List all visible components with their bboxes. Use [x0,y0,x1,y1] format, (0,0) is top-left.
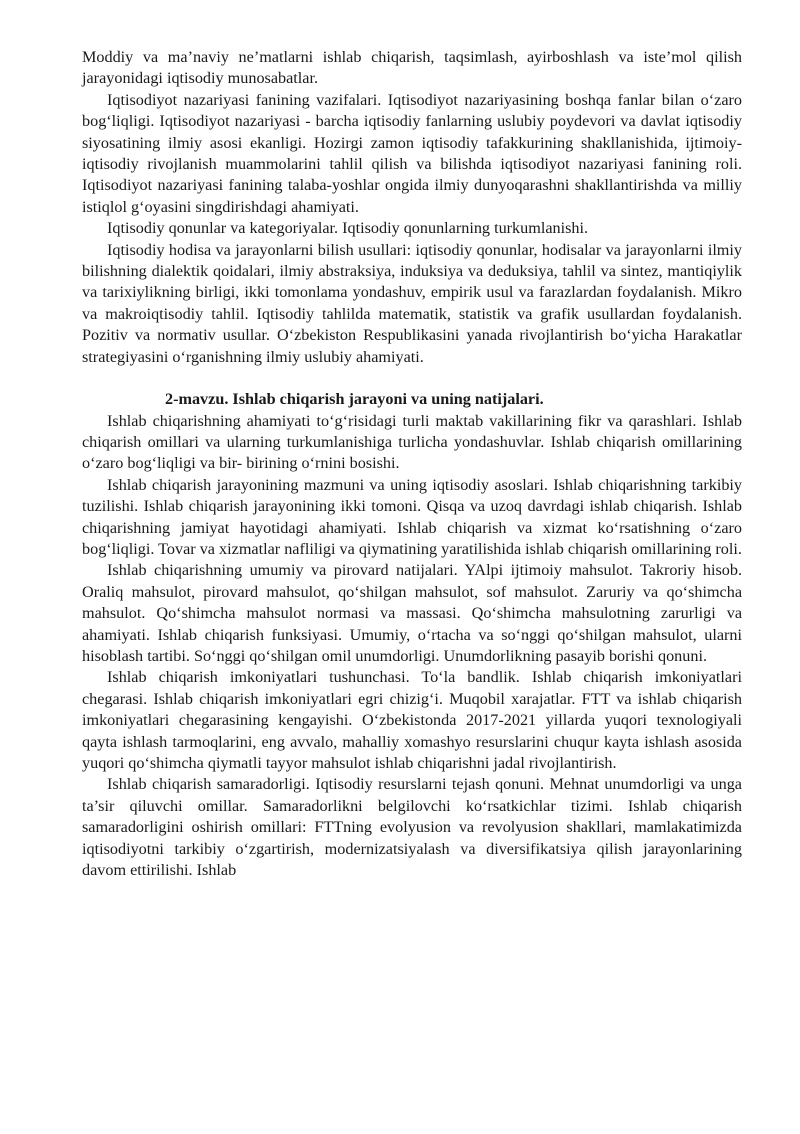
paragraph: Ishlab chiqarish imkoniyatlari tushunchasi. To‘la bandlik. Ishlab chiqarish imkoniyatlari chegarasi. Ishlab chiqarish imkoniyatlari egri chizig‘i. Muqobil xarajatlar. FTT va ishlab chiqarish imkoniyatlari chegarasining kengayishi. O‘zbekistonda 2017-2021 yillarda yuqori texnologiyali qayta ishlash tarmoqlarini, eng avvalo, mahalliy xomashyo resurslarini chuqur kayta ishlash asosida yuqori qo‘shimcha qiymatli tayyor mahsulot ishlab chiqarishni jadal rivojlantirish. [82,668,742,772]
paragraph: Ishlab chiqarish jarayonining mazmuni va uning iqtisodiy asoslari. Ishlab chiqarishning tarkibiy tuzilishi. Ishlab chiqarish jarayonining ikki tomoni. Qisqa va uzoq davrdagi ishlab chiqarish. Ishlab chiqarishning jamiyat hayotidagi ahamiyati. Ishlab chiqarish va xizmat ko‘rsatishning o‘zaro bog‘liqligi. Tovar va xizmatlar nafliligi va qiymatining yaratilishida ishlab chiqarish omillarining roli. [82,475,742,558]
paragraph: Iqtisodiyot nazariyasi fanining vazifalari. Iqtisodiyot nazariyasining boshqa fanlar bilan o‘zaro bog‘liqligi. Iqtisodiyot nazariyasi - barcha iqtisodiy fanlarning uslubiy poydevori va davlat iqtisodiy siyosatining ilmiy asosi ekanligi. Hozirgi zamon iqtisodiy tafakkurining shakllanishida, ijtimoiy- iqtisodiy rivojlanish muammolarini tahlil qilish va bilishda iqtisodiyot nazariyasi fanining roli. Iqtisodiyot nazariyasi fanining talaba-yoshlar ongida ilmiy dunyoqarashni shakllantirishda va milliy istiqlol g‘oyasini singdirishdagi ahamiyati. [82,90,742,216]
paragraph: Ishlab chiqarishning umumiy va pirovard natijalari. YAlpi ijtimoiy mahsulot. Takroriy hisob. Oraliq mahsulot, pirovard mahsulot, qo‘shilgan mahsulot, sof mahsulot. Zaruriy va qo‘shimcha mahsulot. Qo‘shimcha mahsulot normasi va massasi. Qo‘shimcha mahsulotning zarurligi va ahamiyati. Ishlab chiqarish funksiyasi. Umumiy, o‘rtacha va so‘nggi qo‘shilgan mahsulot, ularni hisoblash tartibi. So‘nggi qo‘shilgan omil unumdorligi. Unumdorlikning pasayib borishi qonuni. [82,561,742,665]
paragraph: Moddiy va ma’naviy ne’matlarni ishlab chiqarish, taqsimlash, ayirboshlash va iste’mol qilish jarayonidagi iqtisodiy munosabatlar. [82,48,742,88]
section-heading: 2-mavzu. Ishlab chiqarish jarayoni va uning natijalari. [165,390,544,409]
paragraph: Iqtisodiy qonunlar va kategoriyalar. Iqtisodiy qonunlarning turkumlanishi. [107,219,589,238]
paragraph: Ishlab chiqarishning ahamiyati to‘g‘risidagi turli maktab vakillarining fikr va qarashlari. Ishlab chiqarish omillari va ularning turkumlanishiga turlicha yondashuvlar. Ishlab chiqarish omillarining o‘zaro bog‘liqligi va bir- birining o‘rnini bosishi. [82,411,742,473]
paragraph: Iqtisodiy hodisa va jarayonlarni bilish usullari: iqtisodiy qonunlar, hodisalar va jarayonlarni ilmiy bilishning dialektik qoidalari, ilmiy abstraksiya, induksiya va deduksiya, tahlil va sintez, mantiqiylik va tarixiylikning birligi, ikki tomonlama yondashuv, empirik usul va farazlardan foydalanish. Mikro va makroiqtisodiy tahlil. Iqtisodiy tahlilda matematik, statistik va grafik usullardan foydalanish. Pozitiv va normativ usullar. O‘zbekiston Respublikasini yanada rivojlantirish bo‘yicha Harakatlar strategiyasini o‘rganishning ilmiy uslubiy ahamiyati. [82,240,742,366]
document-page [82,47,742,881]
paragraph: Ishlab chiqarish samaradorligi. Iqtisodiy resurslarni tejash qonuni. Mehnat unumdorligi va unga ta’sir qiluvchi omillar. Samaradorlikni belgilovchi ko‘rsatkichlar tizimi. Ishlab chiqarish samaradorligini oshirish omillari: FTTning evolyusion va revolyusion shakllari, mamlakatimizda iqtisodiyotni tarkibiy o‘zgartirish, modernizatsiyalash va diversifikatsiya qilish jarayonlarining davom ettirilishi. Ishlab [82,775,742,880]
